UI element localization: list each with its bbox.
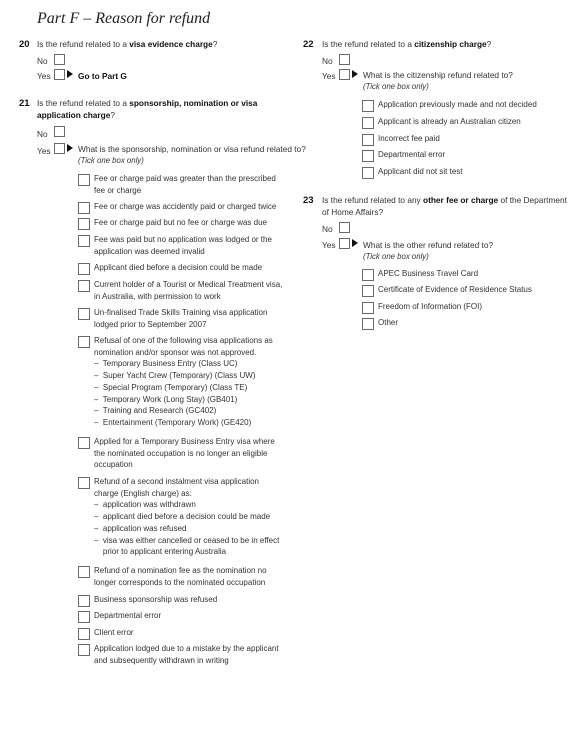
q21-text-post: ?: [110, 109, 115, 120]
q21-option-label: Fee or charge was accidently paid or charged twice: [94, 202, 277, 211]
arrow-right-icon: [67, 70, 73, 78]
q21-option-checkbox[interactable]: [78, 263, 90, 275]
q20-no-checkbox[interactable]: [54, 54, 65, 65]
q23-option-label: Freedom of Information (FOI): [378, 302, 483, 311]
q23-text-post: of the Department of Home Affairs?: [322, 195, 567, 217]
question-23-text: [322, 195, 572, 218]
q20-text-pre: Is the refund related to a: [37, 39, 130, 49]
question-21-number: 21: [19, 98, 30, 109]
q21-option-checkbox[interactable]: [78, 644, 90, 656]
q23-option-checkbox[interactable]: [362, 302, 374, 314]
q21-yes-label: Yes: [37, 146, 51, 156]
q20-goto-instruction: Go to Part G: [78, 71, 127, 81]
q21-no-checkbox[interactable]: [54, 126, 65, 137]
q21-text-bold: sponsorship, nomination or visa application charge: [37, 98, 258, 120]
q21-subquestion: What is the sponsorship, nomination or visa refund related to?: [78, 144, 306, 154]
arrow-right-icon: [67, 144, 73, 152]
q21-option-label: Application lodged due to a mistake by the applicant and subsequently withdrawn in writing: [94, 644, 279, 665]
q21-option-checkbox[interactable]: [78, 202, 90, 214]
question-20-number: 20: [19, 39, 30, 50]
q22-yes-label: Yes: [322, 71, 336, 81]
q23-subquestion: What is the other refund related to?: [363, 240, 494, 250]
q22-no-label: No: [322, 56, 333, 66]
q23-no-checkbox[interactable]: [339, 222, 350, 233]
q21-option-checkbox[interactable]: [78, 477, 90, 489]
section-title: Part F – Reason for refund: [37, 10, 211, 27]
arrow-right-icon: [352, 239, 358, 247]
q21-option-checkbox[interactable]: [78, 336, 90, 348]
q23-option-checkbox[interactable]: [362, 269, 374, 281]
q21-option-checkbox[interactable]: [78, 174, 90, 186]
q21-option-label: Applicant died before a decision could be made: [94, 263, 263, 272]
q21-option-checkbox[interactable]: [78, 218, 90, 230]
q21-option-label: Applied for a Temporary Business Entry visa where the nominated occupation is no longer an eligible occupation: [94, 437, 275, 470]
question-23-number: 23: [303, 195, 314, 206]
q21-option-label: Current holder of a Tourist or Medical Treatment visa, in Australia, with permission to work: [94, 280, 283, 301]
q21-option-checkbox[interactable]: [78, 308, 90, 320]
q22-option-checkbox[interactable]: [362, 150, 374, 162]
q22-text-pre: Is the refund related to a: [322, 39, 415, 49]
q22-option-checkbox[interactable]: [362, 100, 374, 112]
q22-option-label: Departmental error: [378, 150, 446, 159]
q21-option-label: Fee was paid but no application was lodged or the application was deemed invalid: [94, 235, 272, 256]
q22-subquestion: What is the citizenship refund related to?: [363, 70, 513, 80]
q22-option-label: Applicant did not sit test: [378, 167, 463, 176]
q22-option-label: Application previously made and not decided: [378, 100, 537, 109]
q21-option-label: Refund of a second instalment visa application charge (English charge) as: – application was withdrawn – applicant died before a decision could be made – application was refused – visa was either cancelled or ceased to be in effect prior to applicant entering Australia: [94, 477, 280, 557]
q21-option-label: Fee or charge paid but no fee or charge was due: [94, 218, 267, 227]
q21-yes-checkbox[interactable]: [54, 143, 65, 154]
q23-text-pre: Is the refund related to any: [322, 195, 424, 205]
question-20-text: [37, 39, 277, 51]
q21-text-pre: Is the refund related to a: [37, 98, 130, 108]
q22-text-post: ?: [486, 39, 492, 49]
q22-option-checkbox[interactable]: [362, 117, 374, 129]
q23-option-label: Certificate of Evidence of Residence Status: [378, 285, 532, 294]
q21-option-checkbox[interactable]: [78, 437, 90, 449]
q23-option-label: APEC Business Travel Card: [378, 269, 479, 278]
q21-option-checkbox[interactable]: [78, 280, 90, 292]
q21-option-label: Refusal of one of the following visa applications as nomination and/or sponsor was not approved. – Temporary Business Entry (Class UC) – Super Yacht Crew (Temporary) (Class UW) – Special Program (Temporary) (Class TE) – Temporary Work (Long Stay) (GB401) – Training and Research (GC402) – Entertainment (Temporary Work) (GE420): [94, 336, 273, 427]
q22-yes-checkbox[interactable]: [339, 69, 350, 80]
q21-option-checkbox[interactable]: [78, 611, 90, 623]
q21-no-label: No: [37, 129, 48, 139]
q20-yes-label: Yes: [37, 71, 51, 81]
q20-text-post: ?: [212, 39, 218, 49]
q20-text-bold: visa evidence charge: [129, 39, 213, 49]
q20-no-label: No: [37, 56, 48, 66]
q23-text-bold: other fee or charge: [423, 195, 499, 205]
q23-tick-instruction: (Tick one box only): [363, 252, 429, 261]
question-22-text: [322, 39, 572, 51]
q22-tick-instruction: (Tick one box only): [363, 82, 429, 91]
q21-option-label: Refund of a nomination fee as the nomination no longer corresponds to the nominated occupation: [94, 566, 267, 587]
q21-option-label: Fee or charge paid was greater than the prescribed fee or charge: [94, 174, 276, 195]
q21-option-checkbox[interactable]: [78, 628, 90, 640]
q21-tick-instruction: (Tick one box only): [78, 156, 144, 165]
q21-option-label: Client error: [94, 628, 134, 637]
q22-no-checkbox[interactable]: [339, 54, 350, 65]
q22-option-label: Applicant is already an Australian citizen: [378, 117, 521, 126]
q21-option-checkbox[interactable]: [78, 235, 90, 247]
question-22-number: 22: [303, 39, 314, 50]
q23-option-checkbox[interactable]: [362, 318, 374, 330]
q21-option-label: Business sponsorship was refused: [94, 595, 218, 604]
q20-yes-checkbox[interactable]: [54, 69, 65, 80]
q22-option-checkbox[interactable]: [362, 167, 374, 179]
q23-no-label: No: [322, 224, 333, 234]
question-21-text: [37, 98, 262, 121]
q21-option-checkbox[interactable]: [78, 566, 90, 578]
q23-yes-label: Yes: [322, 240, 336, 250]
q21-option-label: Departmental error: [94, 611, 162, 620]
q23-option-label: Other: [378, 318, 399, 327]
q22-option-checkbox[interactable]: [362, 134, 374, 146]
q21-option-checkbox[interactable]: [78, 595, 90, 607]
q22-text-bold: citizenship charge: [414, 39, 487, 49]
q23-yes-checkbox[interactable]: [339, 238, 350, 249]
q21-option-label: Un-finalised Trade Skills Training visa application lodged prior to September 2007: [94, 308, 268, 329]
q22-option-label: Incorrect fee paid: [378, 134, 440, 143]
arrow-right-icon: [352, 70, 358, 78]
q23-option-checkbox[interactable]: [362, 285, 374, 297]
